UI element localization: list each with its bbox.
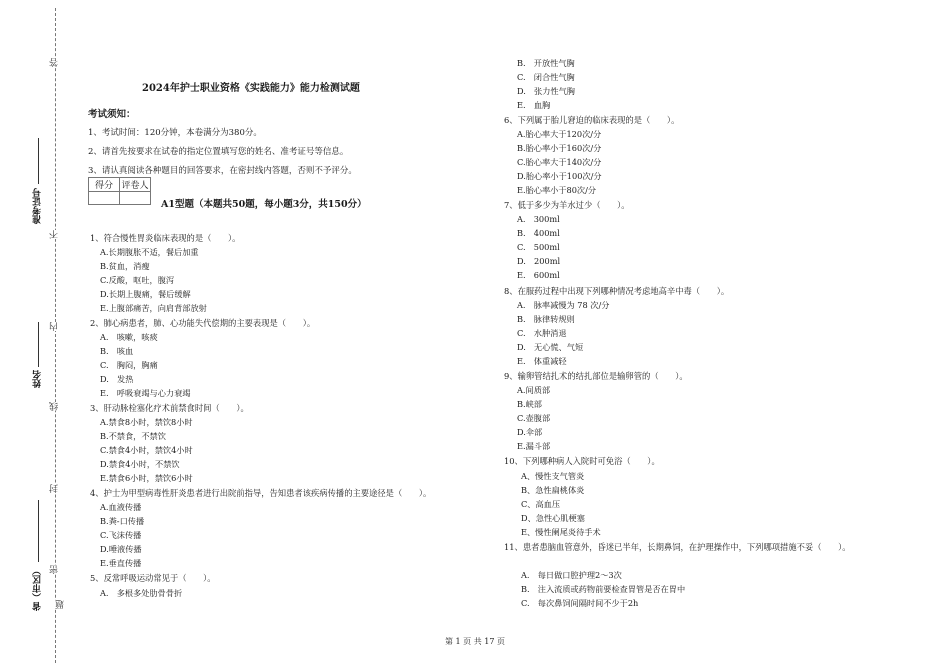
exam-title: 2024年护士职业资格《实践能力》能力检测试题 [142,83,360,94]
option: B. 400ml [517,228,560,238]
notice-heading: 考试须知： [88,109,136,120]
option: E.胎心率小于80次/分 [517,185,597,195]
option: C.禁食4小时，禁饮4小时 [100,445,193,455]
question-stem: 10、下列哪种病人入院时可免浴（ ）。 [504,456,660,466]
option: C. 胸闷，胸痛 [100,360,158,370]
option: B.胎心率小于160次/分 [517,143,602,153]
question-stem: 8、在服药过程中出现下列哪种情况考虑地高辛中毒（ ）。 [504,286,730,296]
option: B. 注入流质或药物前要检查胃管是否在胃中 [521,584,686,594]
option: A. 咳嗽，咳痰 [100,332,158,342]
option: C. 闭合性气胸 [517,72,575,82]
region-line [38,500,39,562]
option: C.飞沫传播 [100,530,142,540]
name-label: 姓名 [33,370,43,388]
seal-mark-4: 线 [50,402,60,411]
option: B. 开放性气胸 [517,58,575,68]
option: E. 600ml [517,270,560,280]
option: A.长期腹胀不适，餐后加重 [100,247,199,257]
question-stem: 6、下列属于胎儿窘迫的临床表现的是（ ）。 [504,115,680,125]
option: E. 体重减轻 [517,356,567,366]
option: A.间质部 [517,385,551,395]
seal-mark-3: 内 [50,322,60,331]
name-line [38,322,39,367]
option: B.峡部 [517,399,542,409]
grader-cell[interactable] [120,192,151,205]
exam-number-line [38,138,39,184]
option: D.长期上腹痛，餐后缓解 [100,289,191,299]
score-header: 得分 [89,178,120,192]
notice-item: 1、考试时间：120分钟，本卷满分为380分。 [88,128,262,138]
option: C. 每次鼻饲间隔时间不少于2h [521,598,639,608]
option: B.粪-口传播 [100,516,145,526]
option: A.禁食8小时，禁饮8小时 [100,417,193,427]
option: D. 无心慌、气短 [517,342,584,352]
seal-mark-2: 不 [50,230,60,239]
option: E. 呼吸衰竭与心力衰竭 [100,388,191,398]
seal-mark-5: 封 [50,484,60,493]
exam-number-label: 准考证号 [33,188,43,224]
score-cell[interactable] [89,192,120,205]
option: A. 每日做口腔护理2～3次 [521,570,622,580]
option: C. 水肿消退 [517,328,567,338]
option: A. 脉率减慢为 78 次/分 [517,300,610,310]
option: B. 咳血 [100,346,134,356]
option: E.禁食6小时，禁饮6小时 [100,473,193,483]
option: D.胎心率小于100次/分 [517,171,602,181]
option: A. 300ml [517,214,560,224]
option: D、急性心肌梗塞 [521,513,585,523]
region-label: 省（市区） [33,566,43,611]
option: B.贫血，消瘦 [100,261,150,271]
notice-item: 2、请首先按要求在试卷的指定位置填写您的姓名、准考证号等信息。 [88,147,349,157]
option: B.不禁食，不禁饮 [100,431,166,441]
option: C. 500ml [517,242,560,252]
option: C、高血压 [521,499,561,509]
option: B. 脉律转规则 [517,314,575,324]
option: D. 200ml [517,256,561,266]
option: C.胎心率大于140次/分 [517,157,602,167]
question-stem: 7、低于多少为羊水过少（ ）。 [504,200,630,210]
seal-mark-6: 密 [50,565,60,574]
seal-mark-1: 答 [50,58,60,67]
page-footer: 第 1 页 共 17 页 [445,637,505,646]
option: E.上腹部痛苦，向肩背部放射 [100,303,207,313]
question-stem: 3、肝动脉栓塞化疗术前禁食时间（ ）。 [90,403,249,413]
question-stem: 11、患者患脑血管意外，昏迷已半年，长期鼻饲，在护理操作中，下列哪项措施不妥（ ）。 [504,542,851,552]
option: A、慢性支气管炎 [521,471,585,481]
binding-margin [0,0,70,671]
option: D. 张力性气胸 [517,86,575,96]
score-table [88,177,151,205]
option: D.伞部 [517,427,543,437]
option: E.垂直传播 [100,558,142,568]
section-title: A1型题（本题共50题，每小题3分，共150分） [161,199,367,210]
option: E.漏斗部 [517,441,551,451]
option: A.血液传播 [100,502,142,512]
option: A.胎心率大于120次/分 [517,129,602,139]
option: E、慢性阑尾炎待手术 [521,527,601,537]
option: E. 血胸 [517,100,551,110]
grader-header: 评卷人 [120,178,151,192]
question-stem: 5、反常呼吸运动常见于（ ）。 [90,573,216,583]
question-stem: 4、护士为甲型病毒性肝炎患者进行出院前指导，告知患者该疾病传播的主要途径是（ ）。 [90,488,432,498]
question-stem: 9、输卵管结扎术的结扎部位是输卵管的（ ）。 [504,371,688,381]
option: C.壶腹部 [517,413,551,423]
option: D.禁食4小时，不禁饮 [100,459,180,469]
question-stem: 1、符合慢性胃炎临床表现的是（ ）。 [90,233,241,243]
option: D.唾液传播 [100,544,142,554]
option: A. 多根多处肋骨骨折 [100,588,183,598]
question-stem: 2、肺心病患者，肺、心功能失代偿期的主要表现是（ ）。 [90,318,316,328]
notice-item: 3、请认真阅读各种题目的回答要求，在密封线内答题，否则不予评分。 [88,166,357,176]
seal-mark-7: 题 [56,600,66,609]
option: B、急性扁桃体炎 [521,485,585,495]
option: D. 发热 [100,374,134,384]
option: C.反酸，呕吐，腹泻 [100,275,175,285]
